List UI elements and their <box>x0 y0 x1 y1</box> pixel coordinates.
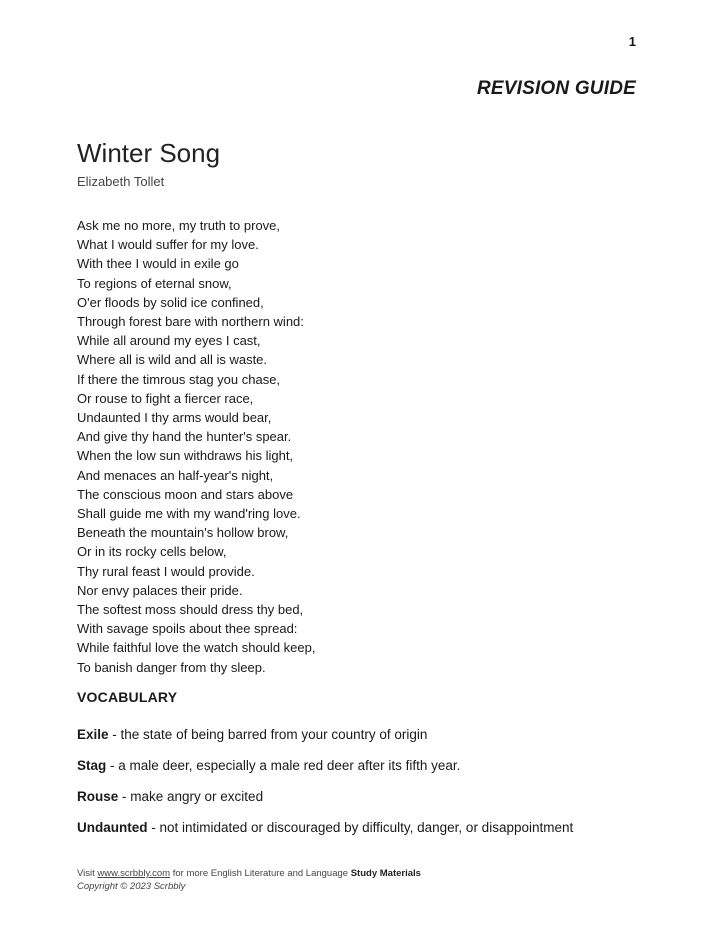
vocabulary-item <box>77 758 573 789</box>
vocabulary-definition: - not intimidated or discouraged by difficulty, danger, or disappointment <box>147 820 574 835</box>
footer-visit-text: Visit <box>77 868 98 879</box>
poem-line: Or in its rocky cells below, <box>77 544 227 560</box>
vocabulary-list <box>77 727 573 851</box>
poem-line: And menaces an half-year's night, <box>77 467 274 483</box>
footer-study-materials: Study Materials <box>350 868 421 879</box>
poem-line: With savage spoils about thee spread: <box>77 621 298 637</box>
page-number: 1 <box>628 34 636 49</box>
poem-line: Shall guide me with my wand'ring love. <box>77 506 301 522</box>
vocabulary-definition: - make angry or excited <box>118 789 264 804</box>
vocabulary-item <box>77 727 573 758</box>
poem-line: And give thy hand the hunter's spear. <box>77 429 292 445</box>
poem-line: Through forest bare with northern wind: <box>77 314 304 330</box>
poem-line: Thy rural feast I would provide. <box>77 563 255 579</box>
website-link[interactable]: www.scrbbly.com <box>97 868 171 879</box>
poem-line: Or rouse to fight a fiercer race, <box>77 390 254 406</box>
poem-line: While faithful love the watch should keep, <box>77 640 316 656</box>
poem-line: The conscious moon and stars above <box>77 486 294 502</box>
vocabulary-term: Stag <box>77 758 107 773</box>
poem-line: Ask me no more, my truth to prove, <box>77 218 281 233</box>
poem-line: To regions of eternal snow, <box>77 275 232 291</box>
poem-line: To banish danger from thy sleep. <box>77 659 266 675</box>
poem-author: Elizabeth Tollet <box>77 174 165 189</box>
poem-line: With thee I would in exile go <box>77 256 239 272</box>
poem-body <box>77 216 315 677</box>
vocabulary-term: Undaunted <box>77 820 148 835</box>
revision-guide-header: REVISION GUIDE <box>476 78 636 99</box>
poem-line: What I would suffer for my love. <box>77 237 259 253</box>
vocabulary-term: Rouse <box>77 789 119 804</box>
footer <box>77 867 421 893</box>
vocabulary-term: Exile <box>77 727 109 742</box>
vocabulary-definition: - a male deer, especially a male red deer after its fifth year. <box>106 758 461 773</box>
poem-line: Nor envy palaces their pride. <box>77 582 243 598</box>
vocabulary-item <box>77 789 573 820</box>
poem-line: O'er floods by solid ice confined, <box>77 294 264 310</box>
poem-title: Winter Song <box>77 138 221 168</box>
poem-line: If there the timrous stag you chase, <box>77 371 281 387</box>
vocabulary-heading: VOCABULARY <box>77 689 178 705</box>
poem-line: The softest moss should dress thy bed, <box>77 602 304 618</box>
vocabulary-item <box>77 820 573 851</box>
poem-line: While all around my eyes I cast, <box>77 333 261 349</box>
poem-line: Undaunted I thy arms would bear, <box>77 410 272 426</box>
poem-line: When the low sun withdraws his light, <box>77 448 294 464</box>
copyright-notice: Copyright © 2023 Scrbbly <box>77 881 186 892</box>
vocabulary-definition: - the state of being barred from your country of origin <box>108 727 428 742</box>
footer-middle-text: for more English Literature and Language <box>170 868 351 879</box>
poem-line: Where all is wild and all is waste. <box>77 352 268 368</box>
poem-line: Beneath the mountain's hollow brow, <box>77 525 289 541</box>
